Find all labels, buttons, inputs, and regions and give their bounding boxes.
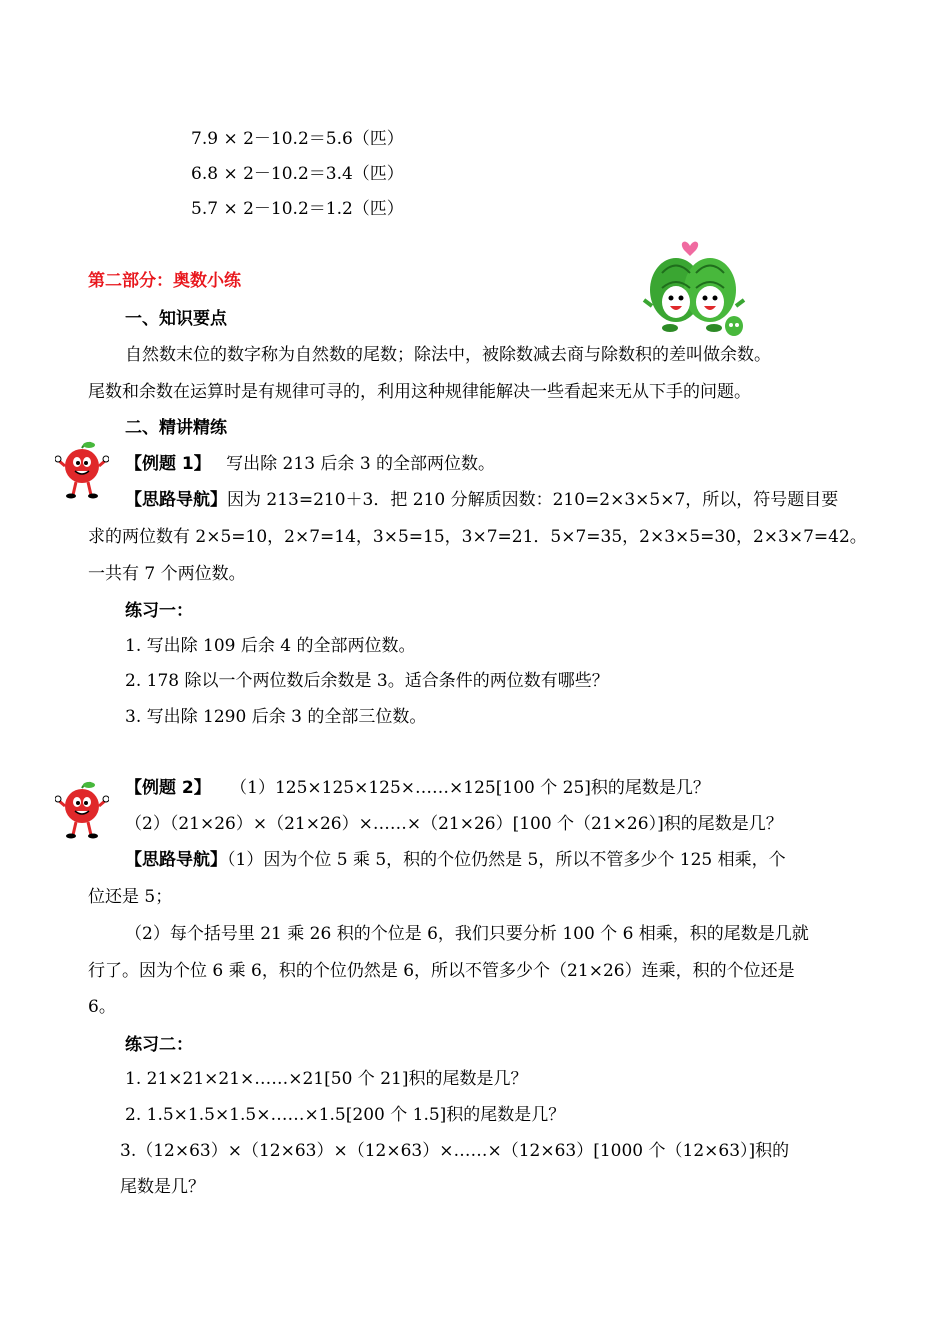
part2-title: 第二部分：奥数小练 (88, 271, 241, 291)
example1-hint-line-3: 一共有 7 个两位数。 (88, 564, 246, 584)
example1-hint-tag: 【思路导航】 (125, 490, 227, 510)
example2-question-2: （2）（21×26）×（21×26）×……×（21×26）[100 个（21×26）]积的尾数是几？ (125, 814, 783, 834)
practice2-item-1: 1. 21×21×21×……×21[50 个 21]积的尾数是几？ (125, 1069, 528, 1089)
apple-mascot-icon (55, 780, 109, 840)
practice2-item-2: 2. 1.5×1.5×1.5×……×1.5[200 个 1.5]积的尾数是几？ (125, 1105, 566, 1125)
example1-hint-text-1: 因为 213=210＋3．把 210 分解质因数：210=2×3×5×7，所以，符号题目要 (227, 490, 839, 510)
practice1-item-3: 3. 写出除 1290 后余 3 的全部三位数。 (125, 707, 427, 727)
example1-line (125, 453, 495, 475)
example2-hint-text-1: （1）因为个位 5 乘 5，积的个位仍然是 5，所以不管多少个 125 相乘，个 (227, 850, 786, 870)
example2-hint-line-4: 行了。因为个位 6 乘 6，积的个位仍然是 6，所以不管多少个（21×26）连乘，积的个位还是 (88, 961, 795, 981)
example2-hint-line-5: 6。 (88, 997, 116, 1017)
calc-line-2: 6.8 × 2－10.2＝3.4（匹） (191, 164, 404, 184)
example2-hint-tag: 【思路导航】 (125, 850, 227, 870)
practice1-item-1: 1. 写出除 109 后余 4 的全部两位数。 (125, 636, 416, 656)
example1-hint-line-1 (125, 489, 838, 511)
watermelon-couple-icon (640, 228, 748, 340)
calc-line-3: 5.7 × 2－10.2＝1.2（匹） (191, 199, 404, 219)
example2-hint-line-3: （2）每个括号里 21 乘 26 积的个位是 6，我们只要分析 100 个 6 相乘，积的尾数是几就 (125, 924, 809, 944)
calc-line-1: 7.9 × 2－10.2＝5.6（匹） (191, 129, 404, 149)
example1-tag: 【例题 1】 (125, 454, 211, 474)
knowledge-line-2: 尾数和余数在运算时是有规律可寻的，利用这种规律能解决一些看起来无从下手的问题。 (88, 382, 751, 402)
example2-hint-line-2: 位还是 5； (88, 887, 173, 907)
practice1-title: 练习一： (125, 601, 193, 621)
example2-hint-line-1 (125, 849, 786, 871)
example2-question-1: （1）125×125×125×……×125[100 个 25]积的尾数是几？ (230, 778, 710, 798)
example1-hint-line-2: 求的两位数有 2×5=10，2×7=14，3×5=15，3×7=21．5×7=35，2×3×5=30，2×3×7=42。 (88, 527, 867, 547)
apple-mascot-icon (55, 440, 109, 500)
section-practice-heading: 二、精讲精练 (125, 418, 227, 438)
practice2-item-3-cont: 尾数是几？ (120, 1177, 205, 1197)
section-knowledge-heading: 一、知识要点 (125, 309, 227, 329)
practice1-item-2: 2. 178 除以一个两位数后余数是 3。适合条件的两位数有哪些？ (125, 671, 609, 691)
example2-tag: 【例题 2】 (125, 778, 211, 798)
knowledge-line-1: 自然数末位的数字称为自然数的尾数；除法中，被除数减去商与除数积的差叫做余数。 (125, 345, 771, 365)
practice2-title: 练习二： (125, 1035, 193, 1055)
example1-question: 写出除 213 后余 3 的全部两位数。 (226, 454, 496, 474)
example2-line (125, 777, 710, 799)
practice2-item-3: 3.（12×63）×（12×63）×（12×63）×……×（12×63）[1000 个（12×63）]积的 (120, 1141, 790, 1161)
